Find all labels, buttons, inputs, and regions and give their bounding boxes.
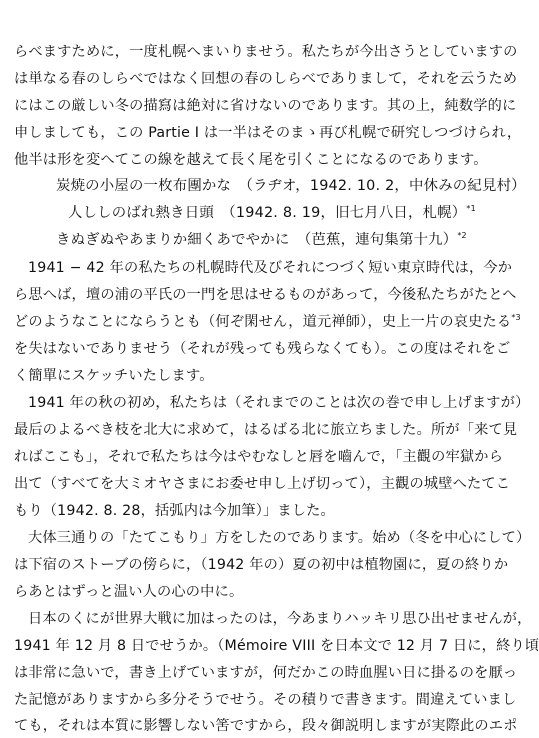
text-line: 1941 年 12 月 8 日でせうか。（Mémoire VIII を日本文で 12 月 7 日に，終り頃 (14, 638, 539, 654)
text-line: ら思へば，壇の浦の平氏の一門を思はせるものがあって，今後私たちがたとへ (14, 287, 517, 303)
verse-line: 炭焼の小屋の一枚布團かな （ラヂオ，1942. 10. 2，中休みの紀見村） (56, 178, 526, 194)
text-line: もり（1942. 8. 28，括弧内は今加筆）」ました。 (14, 503, 335, 519)
text-line: にはこの厳しい冬の描寫は絶対に省けないのであります。其の上，純数学的に (14, 98, 517, 114)
text-line: は下宿のストーブの傍らに，（1942 年の）夏の初中は植物園に，夏の終りか (14, 557, 509, 573)
text-line: 大体三通りの「たてこもり」方をしたのであります。始め（冬を中心にして） (28, 530, 531, 546)
text-line: ても，それは本質に影響しない筈ですから，段々御説明しますが実際此のエポ (14, 718, 518, 734)
verse-text: きぬぎぬやあまりか細くあでやかに （芭蕉，連句集第十九） (56, 232, 458, 248)
text-line: 1941 年の秋の初め，私たちは（それまでのことは次の巻で申し上げますが） (28, 395, 530, 411)
text-line: 日本のくにが世界大戦に加はったのは，今あまりハッキリ思ひ出せませんが， (28, 611, 532, 627)
text-line (14, 312, 521, 332)
verse-text: 人ししのばれ熱き日頭 （1942. 8. 19，旧七月八日，札幌） (68, 205, 467, 221)
text-line: 申しましても，この Partie I は一半はそのまゝ再び札幌で研究しつづけられ， (14, 125, 522, 141)
text-line: は単なる春のしらべではなく回想の春のしらべでありまして，それを云うため (14, 71, 518, 87)
text-line: らあとはずっと温い人の心の中に。 (14, 584, 244, 600)
text-line: 他半は形を変へてこの線を越えて長く尾を引くことになるのであります。 (14, 152, 488, 168)
text-line: た記憶がありますから多分そうでせう。その積りで書きます。間違えていまし (14, 692, 517, 708)
text-line: 出て（すべてを大ミオヤさまにお委せ申し上げ切って），主觀の城壁へたてこ (14, 476, 511, 492)
verse-line (68, 203, 508, 223)
text-line: く簡單にスケッチいたします。 (14, 368, 214, 384)
text-line: は非常に急いで，書き上げていますが，何だかこの時血腥い日に掛るのを厭っ (14, 665, 518, 681)
text-line: ればここも」，それで私たちは今はやむなしと唇を嚙んで，「主觀の牢獄から (14, 449, 504, 465)
footnote-marker: *2 (457, 231, 467, 240)
footnote-marker: *1 (466, 204, 476, 213)
line-text: どのようなことにならうとも（何ぞ閑せん，道元禅師），史上一片の哀史たる (14, 314, 512, 330)
text-line: 最后のよるべき枝を北大に求めて，はるばる北に旅立ちました。所が「来て見 (14, 422, 518, 438)
text-line: 1941 − 42 年の私たちの札幌時代及びそれにつづく短い東京時代は，今か (28, 260, 513, 276)
footnote-marker: *3 (511, 313, 521, 322)
text-line: らべますために，一度札幌へまいりませう。私たちが今出さうとしていますの (14, 44, 518, 60)
text-line: を失はないでありませう（それが残っても残らなくても）。この度はそれをご (14, 341, 511, 357)
verse-line (56, 230, 506, 250)
